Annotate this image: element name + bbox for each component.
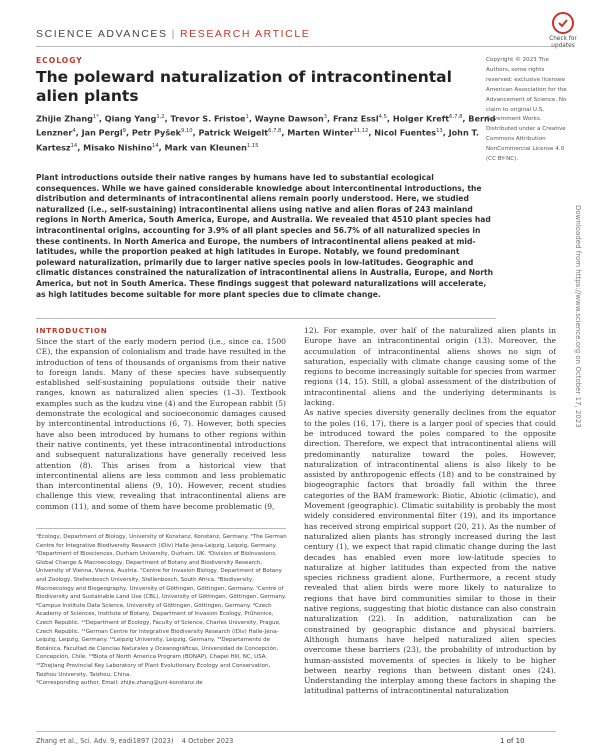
author-affiliation: 14 [152, 142, 159, 149]
author-name: Petr Pyšek [131, 127, 182, 138]
author-name: Misako Nishino [83, 142, 153, 153]
body-column-left: Since the start of the early modern period (i.e., since ca. 1500 CE), the expansion of colonialism and trade have resulted in the introduction of tens of thousands of organisms from their native to foreign lands. Many of these species have subsequently established self-sustaining populations outside their native ranges, known as naturalized alien species (1–3). Textbook examples such as the kudzu vine (4) and the European rabbit (5) demonstrate the ecological and socioeconomic damages caused by intercontinental introductions (6, 7). However, both species have also been introduced by humans to other regions within their native continents, yet these intracontinental introductions and subsequent naturalizations have generally received less attention (8). This arises from a historical view that intercontinental aliens are less common and less problematic than intercontinental aliens (9, 10). However, recent studies challenge this view, revealing that intracontinental aliens are common (11), and some of them have become problematic (9, [36, 337, 286, 511]
author-name: Franz Essl [332, 113, 379, 124]
author-name: Qiang Yang [104, 113, 157, 124]
page-number: 1 of 10 [500, 737, 525, 745]
journal-name: SCIENCE ADVANCES [36, 28, 168, 40]
author-name: Patrick Weigelt [198, 127, 269, 138]
author-name: Marten Winter [287, 127, 354, 138]
author-list: Zhijie Zhang$^{1*}$, Qiang Yang$^{1,2}$, Trevor S. Fristoe$^1$, Wayne Dawson$^3$, Franz Essl$^{4,5}$, Holger Kreft$^{6,7,8}$, Bernd Lenzner$^4$, Jan Pergl$^9$, Petr Pyšek$^{9,10}$, Patrick Weigelt$^{6,7,8}$, Marten Winter$^{11,12}$, Nicol Fuentes$^{13}$, John T. Kartesz$^{14}$, Misako Nishino$^{14}$, Mark van Kleunen$^{1,15}$ [36, 113, 496, 153]
author-affiliation: 6,7,8 [268, 128, 282, 135]
introduction-heading: INTRODUCTION [36, 326, 108, 335]
article-type: RESEARCH ARTICLE [179, 28, 311, 40]
author-affiliation: 14 [70, 142, 78, 149]
abstract-rule [36, 318, 496, 319]
author-affiliation: 4 [72, 128, 76, 135]
check-for-updates-label: Check for updates [549, 36, 577, 49]
author-affiliation: 1* [92, 114, 99, 120]
author-affiliation: 9 [122, 128, 126, 135]
journal-header [36, 28, 310, 40]
check-for-updates-badge[interactable] [544, 12, 582, 62]
abstract: Plant introductions outside their native ranges by humans have led to substantial ecological consequences. While we have gained considerable knowledge about intercontinental introductions, the distribution and determinants of intracontinental aliens remain poorly understood. Here, we studied naturalized (i.e., self-sustaining) intracontinental aliens using native and alien floras of 243 mainland regions in North America, South America, Europe, and Australia. We revealed that 4510 plant species had intracontinental origins, accounting for 3.9% of all plant species and 56.7% of all naturalized species in these continents. In North America and Europe, the numbers of intracontinental aliens peaked at mid-latitudes, while the proportion peaked at high latitudes in Europe. Notably, we found predominant poleward naturalization, primarily due to larger native species pools in low-latitudes. Geographic and climatic distances constrained the naturalization of intracontinental aliens in Australia, Europe, and North America, but not in South America. These findings suggest that poleward naturalizations will accelerate, as high latitudes become suitable for more plant species due to climate change. [36, 173, 494, 299]
author-affiliation: 13 [436, 128, 443, 135]
author-affiliation: 1,15 [246, 142, 259, 149]
footer-rule [36, 731, 556, 732]
author-name: Zhijie Zhang [36, 113, 93, 124]
body-column-right: 12). For example, over half of the naturalized alien plants in Europe have an intracontinental origin (13). Moreover, the accumulation of intracontinental aliens shows no sign of saturation, especially with climate change causing some of the regions to become increasingly suitable for species from warmer regions (14, 15). Still, a global assessment of the distribution of intracontinental aliens and the underlying determinants is lacking. As native species diversity generally declines from the equator to the poles (16, 17), there is a larger pool of species that could be introduced toward the poles compared to the opposite direction. Therefore, we expect that intracontinental aliens will predominantly naturalize toward the poles. However, naturalization of intracontinental aliens is also likely to be assisted by anthropogenic effects (18) and to be constrained by biogeographic factors that broadly fall within the three categories of the BAM framework: Biotic, Abiotic (climatic), and Movement (geographic). Climatic suitability is probably the most widely considered environmental filter (19), and its importance has received strong empirical support (20, 21). As the number of naturalized alien plants has strongly increased during the last century (1), we expect that rapid climatic change during the last decades has enabled even more low-latitude species to naturalize at higher latitudes than expected from the native species richness gradient alone. Furthermore, a recent study revealed that alien birds were more likely to naturalize to regions that have bird communities similar to those in their native regions, suggesting that biotic distance can also constrain naturalization (22). In addition, naturalization can be constrained by geographic distance and physical barriers. Although humans have helped naturalized alien species overcome these barriers (23), the probability of introduction by human-assisted movements of species is likely to be higher between nearby regions than between distant ones (24). Understanding the interplay among these factors in shaping the latitudinal patterns of intracontinental naturalization [304, 326, 556, 696]
author-name: Holger Kreft [392, 113, 450, 124]
author-name: John T. Kartesz [36, 127, 479, 153]
affiliation-footnotes: ¹Ecology, Department of Biology, University of Konstanz, Konstanz, Germany. ²The German Centre for Integrative Biodiversity Research (iDiv) Halle-Jena-Leipzig, Leipzig, Germany. ³Department of Biosciences, Durham University, Durham, UK. ⁴Division of BioInvasions, Global Change & Macroecology, Department of Botany and Biodiversity Research, University of Vienna, Vienna, Austria. ⁵Centre for Invasion Biology, Department of Botany and Zoology, Stellenbosch University, Stellenbosch, South Africa. ⁶Biodiversity, Macroecology and Biogeography, University of Göttingen, Göttingen, Germany. ⁷Centre of Biodiversity and Sustainable Land Use (CBL), University of Göttingen, Göttingen, Germany. ⁸Campus Institute Data Science, University of Göttingen, Göttingen, Germany. ⁹Czech Academy of Sciences, Institute of Botany, Department of Invasion Ecology, Průhonice, Czech Republic. ¹⁰Department of Ecology, Faculty of Science, Charles University, Prague, Czech Republic. ¹¹German Centre for Integrative Biodiversity Research (iDiv) Halle-Jena-Leipzig, Leipzig, Germany. ¹²Leipzig University, Leipzig, Germany. ¹³Departamento de Botánica, Facultad de Ciencias Naturales y Oceanográficas, Universidad de Concepción, Concepción, Chile. ¹⁴Biota of North America Program (BONAP), Chapel Hill, NC, USA. ¹⁵Zhejiang Provincial Key Laboratory of Plant Evolutionary Ecology and Conservation, Taizhou University, Taizhou, China. *Corresponding author. Email: zhijie.zhang@uni-konstanz.de [36, 534, 287, 687]
author-affiliation: 9,10 [181, 128, 193, 135]
download-note-text: Downloaded from https://www.science.org on October 17, 2023 [574, 205, 582, 428]
author-name: Wayne Dawson [254, 113, 324, 124]
footer-citation: Zhang et al., Sci. Adv. 9, eadi1897 (2023) 4 October 2023 [36, 737, 234, 745]
download-note [571, 205, 583, 465]
author-affiliation: 1,2 [156, 114, 165, 120]
copyright-notice: Copyright © 2023 The Authors, some rights reserved; exclusive licensee American Association for the Advancement of Science. No claim to original U.S. Government Works. Distributed under a Creative Commons Attribution NonCommercial License 4.0 (CC BY-NC). [486, 57, 567, 163]
section-label: ECOLOGY [36, 56, 83, 65]
author-name: Bernd Lenzner [36, 113, 496, 138]
footnote-rule [36, 528, 286, 529]
author-affiliation: 1 [245, 114, 249, 120]
article-title: The poleward naturalization of intracontinental alien plants [36, 68, 452, 105]
author-name: Jan Pergl [81, 127, 123, 138]
author-affiliation: 11,12 [353, 128, 369, 135]
author-name: Mark van Kleunen [164, 142, 247, 153]
author-name: Trevor S. Fristoe [170, 113, 246, 124]
author-name: Nicol Fuentes [374, 127, 437, 138]
author-affiliation: 3 [323, 114, 328, 120]
author-affiliation: 4,5 [378, 114, 387, 120]
header-separator: | [171, 28, 176, 40]
author-affiliation: 6,7,8 [449, 114, 463, 120]
check-for-updates-icon [552, 12, 574, 34]
header-rule [36, 46, 552, 47]
